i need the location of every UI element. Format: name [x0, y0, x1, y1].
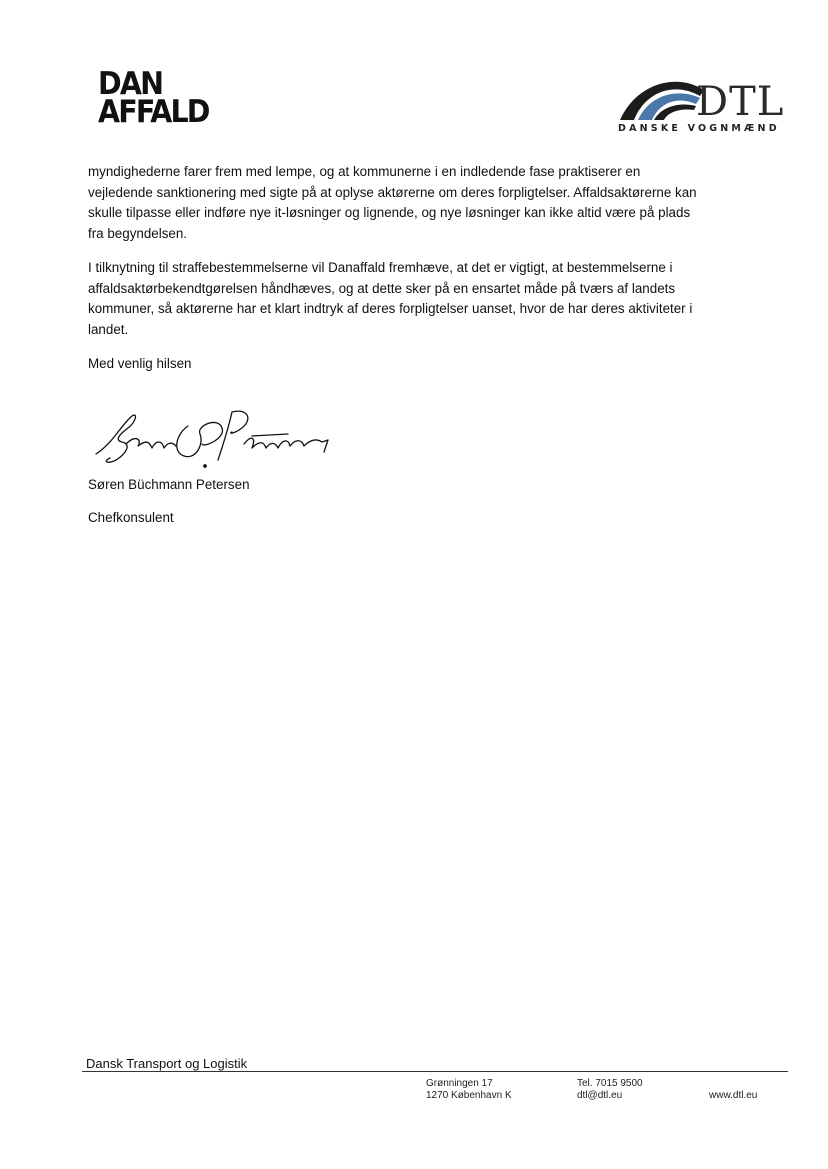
footer-phone: Tel. 7015 9500 — [577, 1078, 643, 1089]
footer-street: Grønningen 17 — [426, 1078, 493, 1089]
signer-name: Søren Büchmann Petersen — [88, 477, 250, 492]
dtl-subtitle: DANSKE VOGNMÆND — [618, 123, 780, 134]
dtl-arc-icon — [616, 76, 706, 122]
danaffald-logo — [98, 66, 209, 130]
dtl-wordmark: DTL — [696, 79, 785, 125]
footer-city: 1270 København K — [426, 1090, 512, 1101]
paragraph-1: myndighederne farer frem med lempe, og at kommunerne i en indledende fase praktiserer en vejledende sanktionering med sigte på at oplyse aktørerne om deres forpligtelser. Affaldsaktørerne kan skulle tilpasse eller indføre nye it-løsninger og lignende, og nye løsninger kan ikke altid være på plads fra begyndelsen. — [88, 164, 697, 241]
footer-contact — [577, 1078, 643, 1102]
footer-website[interactable]: www.dtl.eu — [709, 1090, 758, 1101]
footer-address — [426, 1078, 512, 1102]
letter-body — [88, 162, 708, 389]
dtl-logo — [616, 76, 788, 140]
closing: Med venlig hilsen — [88, 356, 192, 371]
signer-title: Chefkonsulent — [88, 510, 174, 525]
paragraph-2: I tilknytning til straffebestemmelserne vil Danaffald fremhæve, at det er vigtigt, at bestemmelserne i affaldsaktørbekendtgørelsen håndhæves, og at dette sker på en ensartet måde på tværs af landets kommuner, så aktørerne har et klart indtryk af deres forpligtelser uanset, hvor de har deres aktiviteter i landet. — [88, 260, 693, 337]
footer-divider — [82, 1071, 788, 1072]
handwritten-signature — [92, 404, 342, 474]
footer-company: Dansk Transport og Logistik — [86, 1056, 248, 1071]
logo-line-affald: AFFALD — [98, 94, 209, 130]
logo-line-dan: DAN — [98, 66, 163, 102]
footer-email[interactable]: dtl@dtl.eu — [577, 1090, 623, 1101]
